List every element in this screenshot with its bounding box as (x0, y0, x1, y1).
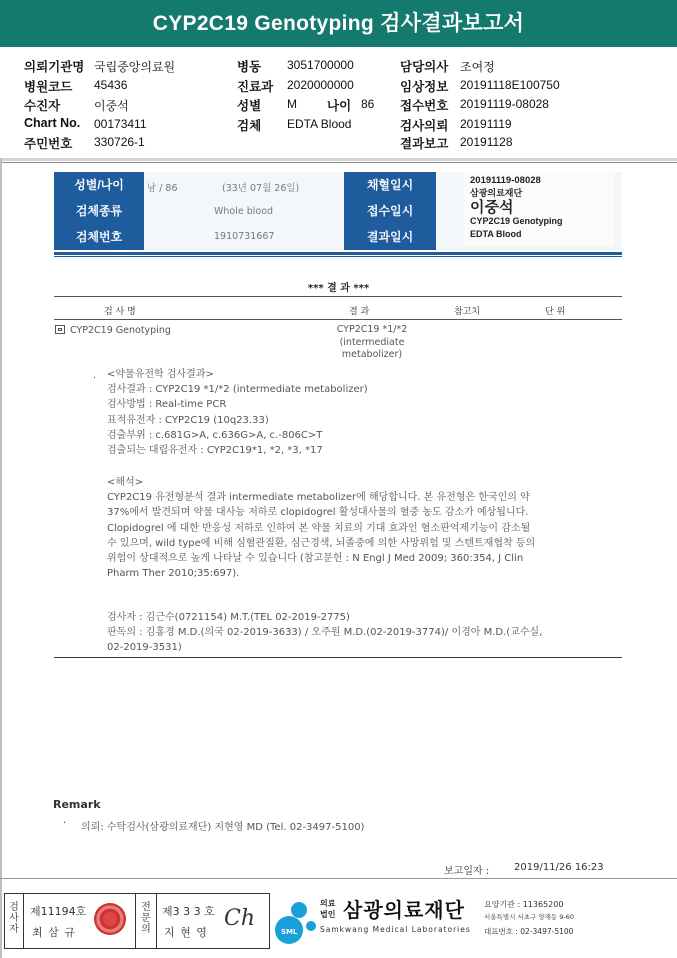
report-label: 결과보고 (400, 137, 449, 151)
remark-text: 의뢰: 수탁검사(삼광의료재단) 지현영 MD (Tel. 02-3497-5100) (81, 822, 365, 833)
results-rule-top (54, 296, 622, 297)
org-address: 서울특별시 서초구 양재동 9-60 (484, 913, 575, 921)
inspector-name: 최 삼 규 (32, 926, 76, 939)
band-bottom-rule-thin (54, 256, 622, 257)
interpretation-line: Pharm Ther 2010;35:697). (107, 568, 240, 580)
sig-divider (135, 893, 136, 949)
interpretation-line: CYP2C19 유전형분석 결과 intermediate metabolizer에 해당합니다. 본 유전형은 한국인의 약 (107, 492, 530, 504)
pgx-line: 표적유전자 : CYP2C19 (10q23.33) (107, 414, 269, 426)
dept-value: 2020000000 (287, 78, 354, 92)
signoff-line: 검사자 : 김근수(0721154) M.T.(TEL 02-2019-2775) (107, 612, 350, 623)
footer-rule (0, 878, 677, 879)
sml-logo-icon (271, 896, 321, 946)
rrn-label: 주민번호 (24, 137, 73, 151)
signoff-line: 02-2019-3531) (107, 642, 182, 654)
left-edge-shadow (0, 158, 2, 958)
pgx-heading: <약물유전학 검사결과> (107, 369, 214, 380)
sticker-specimen: EDTA Blood (470, 229, 522, 239)
interpretation-line: 수 있으며, wild type에 비해 심혈관질환, 심근경색, 뇌졸중에 의한 사망위험 및 스텐트재협착 등의 (107, 537, 536, 549)
interpretation-line: Clopidogrel 에 대한 반응성 저하로 인하여 본 약물 치료의 기대 효과인 혈소판억제기능이 감소될 (107, 522, 531, 534)
interpretation-heading: <해석> (107, 477, 144, 488)
interpretation-line: 위험이 상대적으로 높게 나타날 수 있습니다 (참고문헌 : N Engl J Med 2009; 360:354, J Clin (107, 553, 524, 565)
band-specimen-type-label: 검체종류 (54, 198, 144, 224)
col-test-name: 검 사 명 (104, 307, 136, 317)
result-line: CYP2C19 *1/*2 (336, 324, 408, 335)
org-english: Samkwang Medical Laboratories (320, 925, 471, 934)
org-prefix-top: 의료 (320, 899, 336, 908)
specimen-value: EDTA Blood (287, 117, 352, 131)
band-specimen-no: 1910731667 (214, 231, 275, 242)
institution-label: 의뢰기관명 (24, 60, 85, 74)
interpretation-section (107, 475, 535, 581)
inspector-seal-stamp (94, 903, 126, 935)
inspector-vertical-label: 검 사 자 (9, 902, 19, 935)
sig-divider (23, 893, 24, 949)
pgx-bullet: · (93, 373, 97, 384)
clinical-label: 임상정보 (400, 80, 449, 94)
signoff-section (107, 610, 542, 656)
inspector-number: 제11194호 (30, 905, 87, 918)
reviewer-vertical-label: 전 문 의 (141, 902, 151, 935)
pgx-section (107, 367, 368, 458)
sticker-number: 20191119-08028 (470, 175, 541, 186)
band-receive-label: 접수일시 (344, 198, 436, 224)
age-label: 나이 (327, 99, 352, 113)
band-collect-label: 채혈일시 (344, 172, 436, 198)
sticker-org: 삼광의료재단 (470, 188, 523, 198)
org-name: 삼광의료재단 (343, 898, 465, 922)
patient-label: 수진자 (24, 99, 61, 113)
sticker-test: CYP2C19 Genotyping (470, 216, 563, 226)
band-specimen-no-label: 검체번호 (54, 224, 144, 250)
org-tel: 대표번호 : 02-3497-5100 (484, 927, 574, 936)
report-item-icon (55, 325, 65, 334)
signoff-line: 판독의 : 김홍경 M.D.(의국 02-2019-3633) / 오주원 M.D.(02-2019-3774)/ 이경아 M.D.(교수실, (107, 627, 543, 639)
results-rule-header (54, 319, 622, 320)
pgx-line: 검사방법 : Real-time PCR (107, 399, 227, 411)
receipt-label: 접수번호 (400, 99, 449, 113)
institution-value: 국립중앙의료원 (94, 60, 176, 74)
col-result: 결 과 (349, 307, 370, 317)
doctor-label: 담당의사 (400, 60, 449, 74)
pgx-line: 검출부위 : c.681G>A, c.636G>A, c.-806C>T (107, 429, 323, 441)
reviewer-signature: Ch (224, 906, 256, 931)
ward-value: 3051700000 (287, 58, 354, 72)
band-result-label: 결과일시 (344, 224, 436, 250)
header-divider (0, 158, 677, 161)
band-specimen-type: Whole blood (214, 206, 274, 217)
report-title: CYP2C19 Genotyping 검사결과보고서 (0, 0, 677, 47)
test-name: CYP2C19 Genotyping (70, 325, 171, 336)
receipt-value: 20191119-08028 (460, 97, 549, 111)
chart-label: Chart No. (24, 116, 81, 130)
sticker-name: 이중석 (470, 199, 514, 216)
band-sex-age-label: 성별/나이 (54, 172, 144, 198)
report-date-value: 2019/11/26 16:23 (514, 862, 604, 873)
pgx-line: 검사결과 : CYP2C19 *1/*2 (intermediate metabolizer) (107, 384, 368, 396)
reviewer-name: 지 현 영 (164, 926, 208, 939)
hospital-code-label: 병원코드 (24, 80, 73, 94)
sex-label: 성별 (237, 99, 262, 113)
remark-bullet: · (63, 818, 67, 829)
band-sex-age: 남 / 86 (147, 183, 178, 194)
rrn-value: 330726-1 (94, 135, 145, 149)
result-line: metabolizer) (341, 349, 403, 360)
ward-label: 병동 (237, 60, 262, 74)
hospital-code-value: 45436 (94, 78, 128, 92)
band-birth: (33년 07월 26일) (222, 183, 300, 194)
doctor-value: 조여정 (460, 60, 495, 74)
report-value: 20191128 (460, 135, 513, 149)
dept-label: 진료과 (237, 80, 274, 94)
specimen-label: 검체 (237, 119, 262, 133)
header-divider-line (0, 162, 677, 163)
reviewer-number: 제3 3 3 호 (162, 905, 215, 918)
age-value: 86 (361, 97, 375, 111)
org-code: 요양기관 : 11365200 (484, 900, 564, 909)
chart-value: 00173411 (94, 117, 147, 131)
col-reference: 참고치 (454, 307, 481, 317)
request-label: 검사의뢰 (400, 119, 449, 133)
patient-value: 이중석 (94, 99, 129, 113)
clinical-value: 20191118E100750 (460, 78, 560, 92)
logo-abbr: SML (281, 928, 298, 936)
remark-heading: Remark (53, 798, 101, 811)
org-prefix-bottom: 법인 (320, 910, 336, 919)
results-title: *** 결 과 *** (307, 283, 370, 294)
pgx-line: 검출되는 대립유전자 : CYP2C19*1, *2, *3, *17 (107, 445, 323, 457)
interpretation-line: 37%에서 발견되며 약물 대사능 저하로 clopidogrel 활성대사물의 혈중 농도 감소가 예상됩니다. (107, 507, 529, 519)
result-value (320, 324, 424, 362)
col-unit: 단 위 (545, 307, 566, 317)
results-rule-bottom (54, 657, 622, 658)
request-value: 20191119 (460, 117, 512, 131)
result-line: (intermediate (339, 336, 405, 348)
sig-divider (156, 893, 157, 949)
band-bottom-rule (54, 252, 622, 255)
report-date-label: 보고일자 : (444, 866, 490, 877)
sex-value: M (287, 97, 297, 111)
